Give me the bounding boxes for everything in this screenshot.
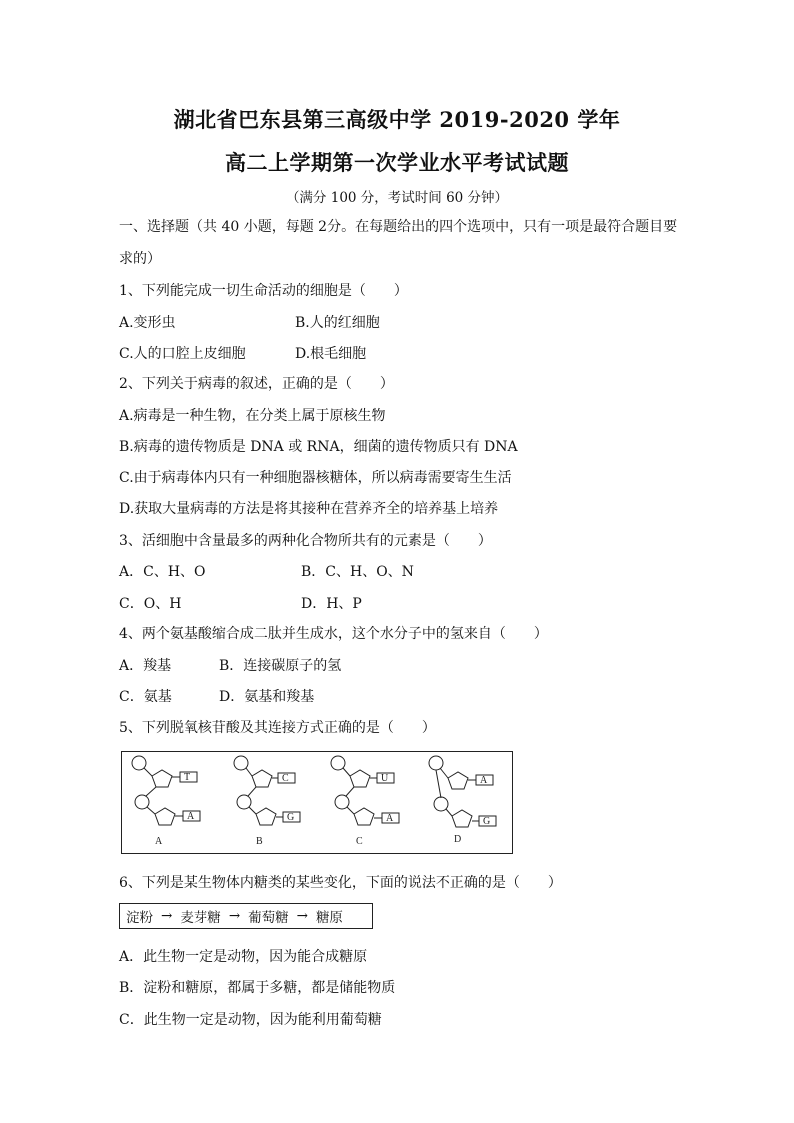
nucleotide-option-d xyxy=(429,756,496,845)
question-4-option-b: B．连接碳原子的氢 xyxy=(219,658,342,674)
question-6-option-c: C．此生物一定是动物，因为能利用葡萄糖 xyxy=(119,1012,382,1028)
flow-glucose: 葡萄糖 xyxy=(248,910,289,926)
question-1-option-a: A.变形虫 xyxy=(119,315,176,331)
question-1-option-c: C.人的口腔上皮细胞 xyxy=(119,346,246,362)
nucleotide-c-base-bottom: A xyxy=(386,813,394,824)
question-3-option-a: A．C、H、O xyxy=(119,564,206,580)
nucleotide-option-b xyxy=(234,756,300,847)
nucleotide-option-c xyxy=(331,756,399,847)
nucleotide-figure xyxy=(121,751,513,854)
question-3-stem: 3、活细胞中含量最多的两种化合物所共有的元素是（ ） xyxy=(119,533,492,549)
question-6-stem: 6、下列是某生物体内糖类的某些变化，下面的说法不正确的是（ ） xyxy=(119,875,562,891)
flow-arrow-1: → xyxy=(161,908,173,924)
flow-maltose: 麦芽糖 xyxy=(180,910,221,926)
section-instructions-cont: 求的） xyxy=(119,251,161,267)
question-5-stem: 5、下列脱氧核苷酸及其连接方式正确的是（ ） xyxy=(119,720,436,736)
question-3-option-c: C．O、H xyxy=(119,596,182,612)
question-4-stem: 4、两个氨基酸缩合成二肽并生成水，这个水分子中的氢来自（ ） xyxy=(119,626,548,642)
question-4-option-a: A．羧基 xyxy=(119,658,172,674)
nucleotide-c-label: C xyxy=(356,836,363,847)
question-1-stem: 1、下列能完成一切生命活动的细胞是（ ） xyxy=(119,283,408,299)
nucleotide-d-base-top: A xyxy=(480,775,488,786)
flow-starch: 淀粉 xyxy=(126,910,153,926)
question-2-stem: 2、下列关于病毒的叙述，正确的是（ ） xyxy=(119,376,394,392)
question-6-option-a: A．此生物一定是动物，因为能合成糖原 xyxy=(119,949,368,965)
question-3-option-b: B．C、H、O、N xyxy=(301,564,414,580)
question-2-option-a: A.病毒是一种生物，在分类上属于原核生物 xyxy=(119,408,386,424)
question-2-option-b: B.病毒的遗传物质是 DNA 或 RNA，细菌的遗传物质只有 DNA xyxy=(119,439,518,455)
nucleotide-d-base-bottom: G xyxy=(483,816,491,827)
sugar-conversion-flow xyxy=(119,903,373,929)
question-3-option-d: D．H、P xyxy=(301,596,362,612)
flow-arrow-3: → xyxy=(296,908,308,924)
nucleotide-a-label: A xyxy=(155,836,163,847)
question-1-option-b: B.人的红细胞 xyxy=(295,315,380,331)
question-6-option-b: B．淀粉和糖原，都属于多糖，都是储能物质 xyxy=(119,980,396,996)
nucleotide-c-base-top: U xyxy=(381,773,389,784)
nucleotide-option-a xyxy=(132,756,200,847)
question-1-option-d: D.根毛细胞 xyxy=(295,346,367,362)
nucleotide-b-base-bottom: G xyxy=(287,812,295,823)
question-4-option-c: C．氨基 xyxy=(119,689,172,705)
nucleotide-b-base-top: C xyxy=(282,773,289,784)
nucleotide-d-label: D xyxy=(454,834,462,845)
flow-glycogen: 糖原 xyxy=(315,910,343,926)
flow-arrow-2: → xyxy=(228,908,241,924)
question-2-option-d: D.获取大量病毒的方法是将其接种在营养齐全的培养基上培养 xyxy=(119,501,499,517)
nucleotide-a-base-bottom: A xyxy=(187,811,195,822)
section-instructions: 一、选择题（共 40 小题，每题 2分。在每题给出的四个选项中，只有一项是最符合题目要 xyxy=(119,219,678,235)
exam-title-line1: 湖北省巴东县第三高级中学 2019-2020 学年 xyxy=(173,107,621,132)
nucleotide-a-base-top: T xyxy=(184,772,191,783)
exam-title-line2: 高二上学期第一次学业水平考试试题 xyxy=(225,150,569,175)
question-4-option-d: D．氨基和羧基 xyxy=(219,689,315,705)
question-2-option-c: C.由于病毒体内只有一种细胞器核糖体，所以病毒需要寄生生活 xyxy=(119,470,512,486)
exam-subtitle: （满分 100 分，考试时间 60 分钟） xyxy=(285,190,509,206)
nucleotide-b-label: B xyxy=(256,836,263,847)
